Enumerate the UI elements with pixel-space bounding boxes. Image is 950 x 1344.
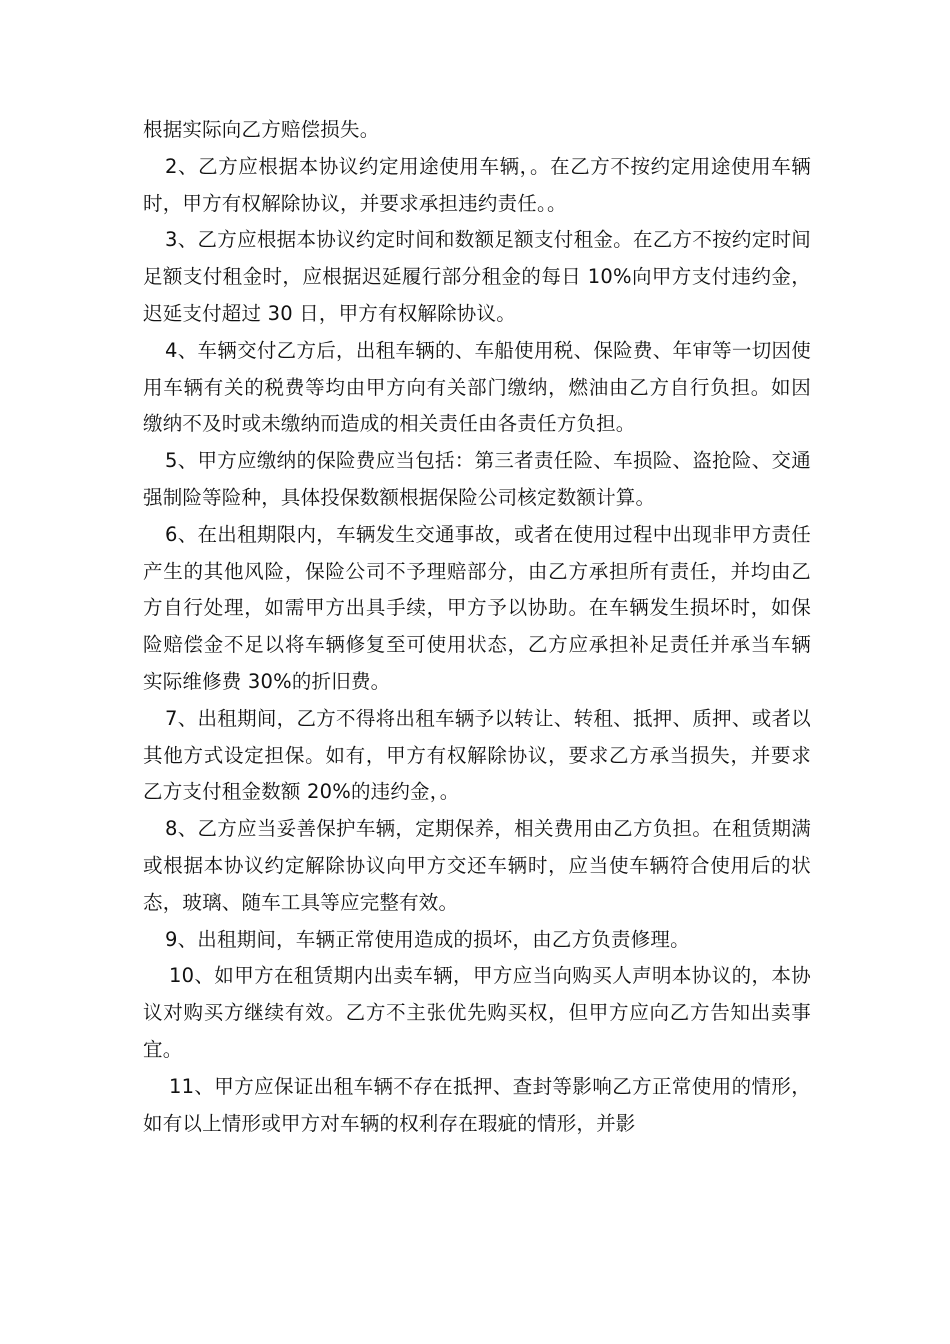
paragraph-clause-10: 10、如甲方在租赁期内出卖车辆，甲方应当向购买人声明本协议的，本协议对购买方继续有效。乙方不主张优先购买权，但甲方应向乙方告知出卖事宜。	[143, 964, 811, 1061]
paragraph-clause-7: 7、出租期间，乙方不得将出租车辆予以转让、转租、抵押、质押、或者以其他方式设定担保。如有，甲方有权解除协议，要求乙方承当损失，并要求乙方支付租金数额 20%的违约金，。	[143, 706, 811, 804]
paragraph-continuation: 根据实际向乙方赔偿损失。	[143, 118, 380, 141]
paragraph-clause-9: 9、出租期间，车辆正常使用造成的损坏，由乙方负责修理。	[165, 927, 690, 951]
paragraph-clause-4: 4、车辆交付乙方后，出租车辆的、车船使用税、保险费、年审等一切因使用车辆有关的税费等均由甲方向有关部门缴纳，燃油由乙方自行负担。如因缴纳不及时或未缴纳而造成的相关责任由各责任方负担。	[143, 338, 811, 436]
paragraph-clause-8: 8、乙方应当妥善保护车辆，定期保养，相关费用由乙方负担。在租赁期满或根据本协议约定解除协议向甲方交还车辆时，应当使车辆符合使用后的状态，玻璃、随车工具等应完整有效。	[143, 817, 811, 914]
paragraph-clause-2: 2、乙方应根据本协议约定用途使用车辆，。在乙方不按约定用途使用车辆时，甲方有权解除协议，并要求承担违约责任。。	[143, 154, 811, 215]
paragraph-clause-6: 6、在出租期限内，车辆发生交通事故，或者在使用过程中出现非甲方责任产生的其他风险，保险公司不予理赔部分，由乙方承担所有责任，并均由乙方自行处理，如需甲方出具手续，甲方予以协助。在车辆发生损坏时，如保险赔偿金不足以将车辆修复至可使用状态，乙方应承担补足责任并承当车辆实际维修费 30%的折旧费。	[143, 522, 811, 693]
document-body	[143, 112, 811, 1142]
paragraph-clause-3: 3、乙方应根据本协议约定时间和数额足额支付租金。在乙方不按约定时间足额支付租金时，应根据迟延履行部分租金的每日 10%向甲方支付违约金，迟延支付超过 30 日，甲方有权解除协议。	[143, 228, 811, 325]
paragraph-clause-11: 11、甲方应保证出租车辆不存在抵押、查封等影响乙方正常使用的情形，如有以上情形或甲方对车辆的权利存在瑕疵的情形，并影	[143, 1074, 811, 1135]
paragraph-clause-5: 5、甲方应缴纳的保险费应当包括：第三者责任险、车损险、盗抢险、交通强制险等险种，具体投保数额根据保险公司核定数额计算。	[143, 449, 811, 509]
